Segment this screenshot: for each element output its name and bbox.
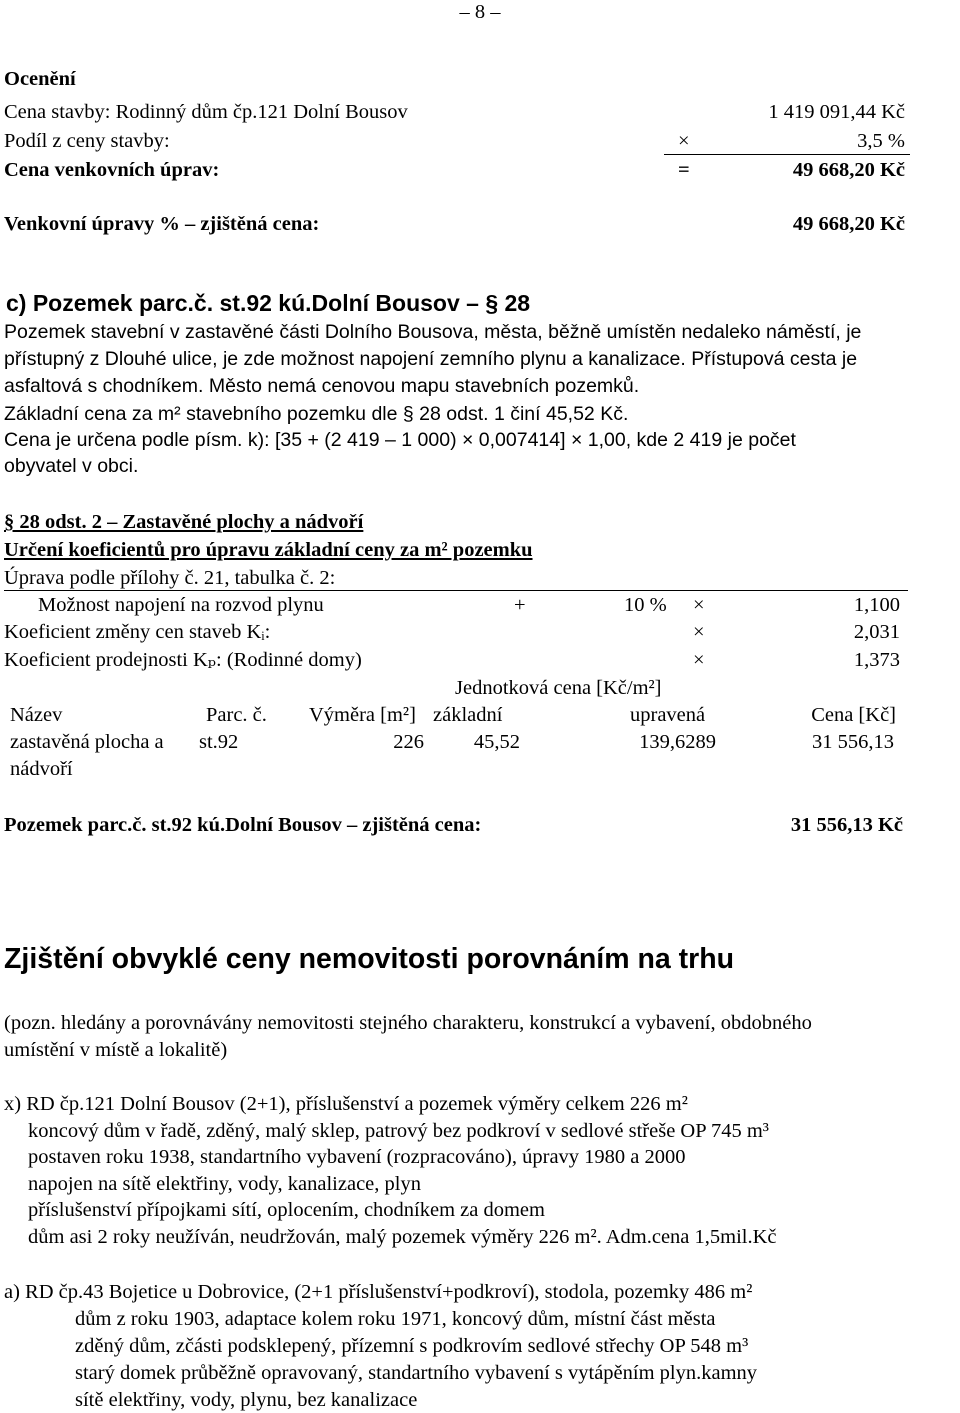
col-header-price: Cena [Kč] [811, 704, 896, 726]
col-header-adjusted: upravená [630, 704, 706, 726]
comparable-x-title: x) RD čp.121 Dolní Bousov (2+1), příslušenství a pozemek výměry celkem 226 m² [4, 1093, 688, 1115]
unit-price-group-header: Jednotková cena [Kč/m²] [455, 677, 662, 699]
col-header-parcel: Parc. č. [206, 704, 267, 726]
share-value: 3,5 % [857, 130, 905, 152]
comparable-x-line: postaven roku 1938, standartního vybavení (rozpracováno), úpravy 1980 a 2000 [28, 1146, 686, 1168]
comparable-a-title: a) RD čp.43 Bojetice u Dobrovice, (2+1 příslušenství+podkroví), stodola, pozemky 486 m² [4, 1281, 753, 1303]
base-price-line: Základní cena za m² stavebního pozemku dle § 28 odst. 1 činí 45,52 Kč. [4, 403, 629, 425]
row-name-cont: nádvoří [10, 758, 73, 780]
coefficient-heading: Určení koeficientů pro úpravu základní ceny za m² pozemku [4, 539, 533, 561]
outdoor-total-value: 49 668,20 Kč [792, 213, 905, 235]
col-header-area: Výměra [m²] [309, 704, 416, 726]
adjustment-line: Úprava podle přílohy č. 21, tabulka č. 2: [4, 567, 336, 589]
table-top-rule [4, 590, 908, 591]
col-header-name: Název [10, 704, 63, 726]
share-label: Podíl z ceny stavby: [4, 130, 170, 152]
row-base-price: 45,52 [473, 731, 520, 753]
coef-multiply: × [693, 594, 705, 616]
comparable-x-line: koncový dům v řadě, zděný, malý sklep, patrový bez podkroví v sedlové střeše OP 745 m³ [28, 1120, 769, 1142]
land-heading: c) Pozemek parc.č. st.92 kú.Dolní Bousov – § 28 [6, 290, 531, 316]
row-price: 31 556,13 [812, 731, 894, 753]
coef-op: + [514, 594, 526, 616]
page-number: – 8 – [459, 1, 501, 23]
comparable-x-line: napojen na sítě elektřiny, vody, kanalizace, plyn [28, 1173, 421, 1195]
outdoor-price-value: 49 668,20 Kč [792, 159, 905, 181]
outdoor-total-label: Venkovní úpravy % – zjištěná cena: [4, 213, 320, 235]
market-note-line: (pozn. hledány a porovnávány nemovitosti stejného charakteru, konstrukcí a vybavení, obdobného [4, 1012, 812, 1034]
row-parcel: st.92 [199, 731, 239, 753]
market-heading: Zjištění obvyklé ceny nemovitosti porovnáním na trhu [4, 943, 735, 975]
formula-line: obyvatel v obci. [4, 455, 139, 477]
coef-label: Možnost napojení na rozvod plynu [38, 594, 324, 616]
comparable-x-line: příslušenství přípojkami sítí, oplocením, chodníkem za domem [28, 1199, 545, 1221]
outdoor-price-label: Cena venkovních úprav: [4, 159, 220, 181]
coef-multiply: × [693, 621, 705, 643]
equals-sign: = [678, 159, 690, 181]
land-desc-line: přístupný z Dlouhé ulice, je zde možnost napojení zemního plynu a kanalizace. Přístupová cesta je [4, 348, 858, 370]
section-heading: § 28 odst. 2 – Zastavěné plochy a nádvoří [4, 511, 364, 533]
coef-label: Koeficient změny cen staveb Kᵢ: [4, 621, 271, 643]
multiply-sign: × [678, 130, 690, 152]
coef-percent: 10 % [624, 594, 667, 616]
comparable-a-line: dům z roku 1903, adaptace kolem roku 1971, koncový dům, místní část města [75, 1308, 716, 1330]
comparable-a-line: sítě elektřiny, vody, plynu, bez kanalizace [75, 1389, 418, 1411]
sum-line [664, 154, 910, 155]
valuation-heading: Ocenění [4, 68, 76, 90]
building-price-label: Cena stavby: Rodinný dům čp.121 Dolní Bousov [4, 101, 408, 123]
formula-line: Cena je určena podle písm. k): [35 + (2 419 – 1 000) × 0,007414] × 1,00, kde 2 419 je počet [4, 429, 796, 451]
comparable-a-line: starý domek průběžně opravovaný, standartního vybavení s vytápěním plyn.kamny [75, 1362, 758, 1384]
coef-value: 1,100 [853, 594, 900, 616]
coef-value: 1,373 [853, 649, 900, 671]
land-desc-line: asfaltová s chodníkem. Město nemá cenovou mapu stavebních pozemků. [4, 375, 640, 397]
comparable-x-line: dům asi 2 roky neužíván, neudržován, malý pozemek výměry 226 m². Adm.cena 1,5mil.Kč [28, 1226, 777, 1248]
land-total-label: Pozemek parc.č. st.92 kú.Dolní Bousov – zjištěná cena: [4, 814, 482, 836]
coef-label: Koeficient prodejnosti Kₚ: (Rodinné domy) [4, 649, 362, 671]
market-note-line: umístění v místě a lokalitě) [4, 1039, 228, 1061]
coef-value: 2,031 [853, 621, 900, 643]
comparable-a-line: zděný dům, zčásti podsklepený, přízemní s podkrovím sedlové střechy OP 548 m³ [75, 1335, 749, 1357]
land-desc-line: Pozemek stavební v zastavěné části Dolního Bousova, města, běžně umístěn nedaleko náměstí, je [4, 321, 862, 343]
col-header-base: základní [433, 704, 503, 726]
coef-multiply: × [693, 649, 705, 671]
row-area: 226 [393, 731, 424, 753]
row-name: zastavěná plocha a [10, 731, 164, 753]
building-price-value: 1 419 091,44 Kč [768, 101, 905, 123]
row-adjusted-price: 139,6289 [639, 731, 716, 753]
land-total-value: 31 556,13 Kč [790, 814, 903, 836]
